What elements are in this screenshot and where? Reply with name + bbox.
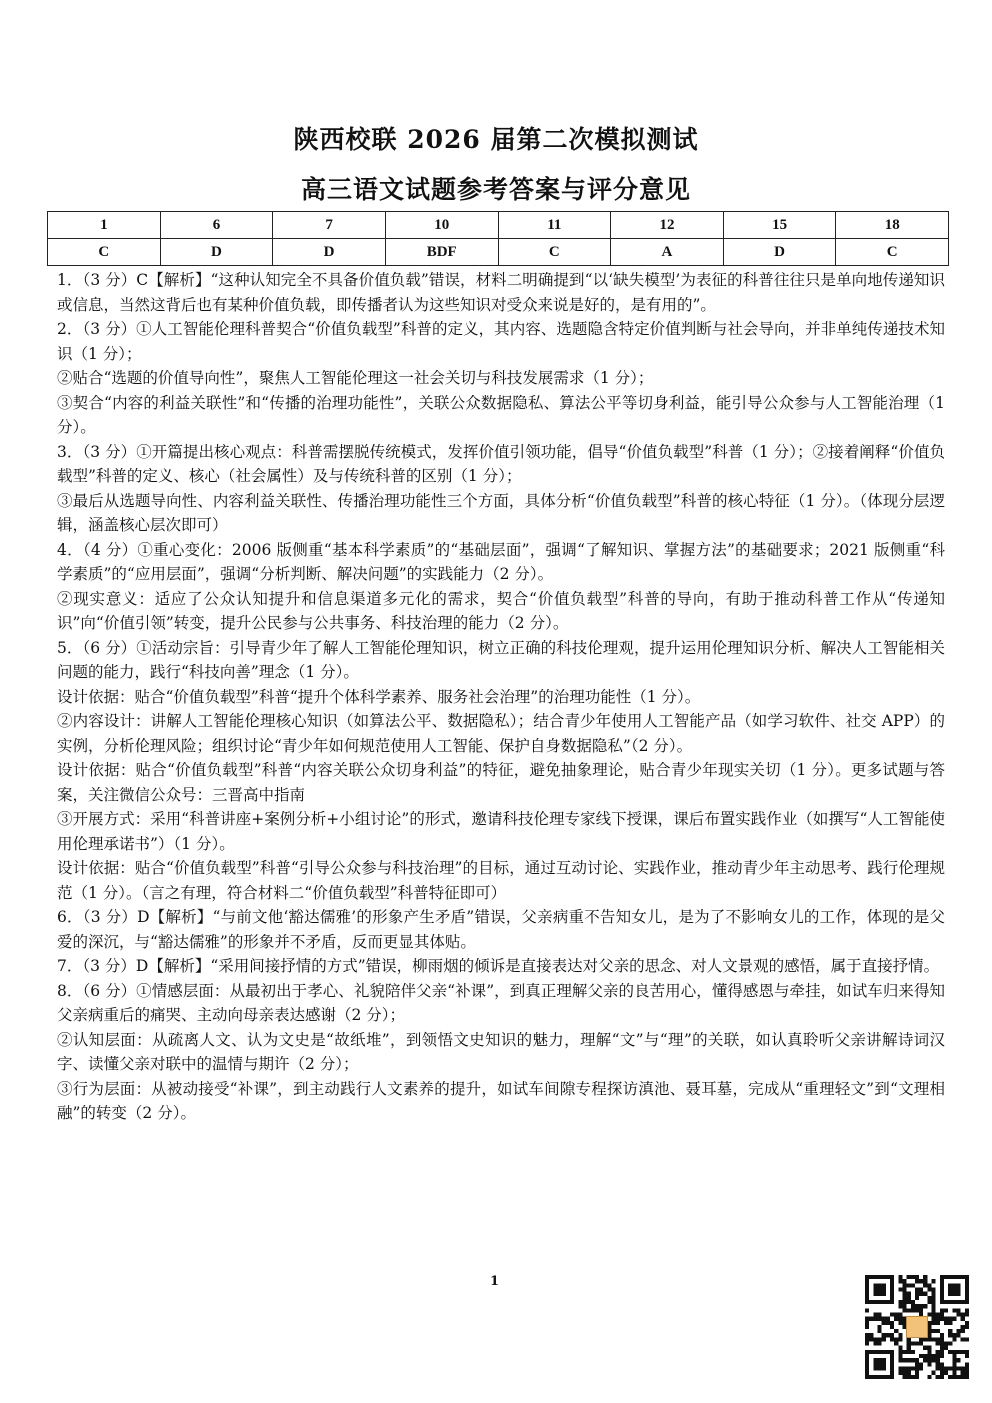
document-subtitle: 高三语文试题参考答案与评分意见 (300, 175, 691, 204)
question-number: 6 (160, 212, 273, 239)
explanation-paragraph: 8．（6 分）①情感层面：从最初出于孝心、礼貌陪伴父亲“补课”，到真正理解父亲的良苦用心，懂得感恩与牵挂，如试车归来得知父亲病重后的痛哭、主动向母亲表达感谢（2 分）； (57, 981, 945, 1024)
explanation-paragraph: ②内容设计：讲解人工智能伦理核心知识（如算法公平、数据隐私）；结合青少年使用人工智能产品（如学习软件、社交 APP）的实例，分析伦理风险；组织讨论“青少年如何规范使用人工智能、保护自身数据隐私”（2 分）。 (57, 712, 945, 755)
explanation-paragraph: 4．（4 分）①重心变化：2006 版侧重“基本科学素质”的“基础层面”，强调“了解知识、掌握方法”的基础要求；2021 版侧重“科学素质”的“应用层面”，强调“分析判断、解决问题”的实践能力（2 分）。 (57, 540, 945, 583)
answer-value: A (611, 239, 724, 266)
answer-value: D (273, 239, 386, 266)
question-number: 1 (48, 212, 161, 239)
answer-value: C (836, 239, 949, 266)
explanation-paragraph: ③契合“内容的利益关联性”和“传播的治理功能性”，关联公众数据隐私、算法公平等切身利益，能引导公众参与人工智能治理（1 分）。 (57, 393, 945, 436)
explanation-paragraph: 3．（3 分）①开篇提出核心观点：科普需摆脱传统模式，发挥价值引领功能，倡导“价值负载型”科普（1 分）；②接着阐释“价值负载型”科普的定义、核心（社会属性）及与传统科普的区别（1 分）； (57, 442, 945, 485)
question-number: 7 (273, 212, 386, 239)
qr-code-icon (865, 1275, 969, 1379)
answer-value: D (723, 239, 836, 266)
answer-table-question-row (48, 212, 949, 239)
answer-value: C (498, 239, 611, 266)
explanation-paragraph: ③开展方式：采用“科普讲座+案例分析+小组讨论”的形式，邀请科技伦理专家线下授课，课后布置实践作业（如撰写“人工智能使用伦理承诺书”）（1 分）。 (57, 810, 945, 853)
question-number: 10 (385, 212, 498, 239)
answer-value: D (160, 239, 273, 266)
explanation-paragraph: 6．（3 分）D【解析】“与前文他‘豁达儒雅’的形象产生矛盾”错误，父亲病重不告知女儿，是为了不影响女儿的工作，体现的是父爱的深沉，与“豁达儒雅”的形象并不矛盾，反而更显其体贴。 (57, 908, 945, 951)
explanation-paragraph: ②认知层面：从疏离人文、认为文史是“故纸堆”，到领悟文史知识的魅力，理解“文”与“理”的关联，如认真聆听父亲讲解诗词汉字、读懂父亲对联中的温情与期许（2 分）； (57, 1030, 945, 1073)
question-number: 11 (498, 212, 611, 239)
explanation-paragraph: 2．（3 分）①人工智能伦理科普契合“价值负载型”科普的定义，其内容、选题隐含特定价值判断与社会导向，并非单纯传递技术知识（1 分）； (57, 320, 945, 363)
explanation-paragraph: 1．（3 分）C【解析】“这种认知完全不具备价值负载”错误，材料二明确提到“以‘缺失模型’为表征的科普往往只是单向地传递知识或信息，当然这背后也有某种价值负载，即传播者认为这些知识对受众来说是好的，是有用的”。 (57, 271, 945, 314)
answer-table-answer-row (48, 239, 949, 266)
answer-value: BDF (385, 239, 498, 266)
explanation-paragraph: 设计依据：贴合“价值负载型”科普“内容关联公众切身利益”的特征，避免抽象理论，贴合青少年现实关切（1 分）。更多试题与答案，关注微信公众号：三晋高中指南 (57, 761, 945, 804)
answer-table (47, 211, 949, 266)
explanation-paragraph: ②贴合“选题的价值导向性”，聚焦人工智能伦理这一社会关切与科技发展需求（1 分）； (57, 369, 654, 387)
explanation-paragraph: ②现实意义：适应了公众认知提升和信息渠道多元化的需求，契合“价值负载型”科普的导向，有助于推动科普工作从“传递知识”向“价值引领”转变，提升公民参与公共事务、科技治理的能力（2 分）。 (57, 589, 945, 632)
answer-explanations (57, 268, 945, 1126)
document-title: 陕西校联 2026 届第二次模拟测试 (293, 125, 699, 154)
question-number: 15 (723, 212, 836, 239)
explanation-paragraph: 设计依据：贴合“价值负载型”科普“引导公众参与科技治理”的目标，通过互动讨论、实践作业，推动青少年主动思考、践行伦理规范（1 分）。（言之有理，符合材料二“价值负载型”科普特征即可） (57, 859, 945, 902)
explanation-paragraph: 7．（3 分）D【解析】“采用间接抒情的方式”错误，柳雨烟的倾诉是直接表达对父亲的思念、对人文景观的感悟，属于直接抒情。 (57, 957, 940, 975)
explanation-paragraph: ③最后从选题导向性、内容利益关联性、传播治理功能性三个方面，具体分析“价值负载型”科普的核心特征（1 分）。（体现分层逻辑，涵盖核心层次即可） (57, 491, 945, 534)
question-number: 12 (611, 212, 724, 239)
explanation-paragraph: ③行为层面：从被动接受“补课”，到主动践行人文素养的提升，如试车间隙专程探访滇池、聂耳墓，完成从“重理轻文”到“文理相融”的转变（2 分）。 (57, 1079, 945, 1122)
page-number: 1 (490, 1274, 500, 1289)
answer-value: C (48, 239, 161, 266)
explanation-paragraph: 5．（6 分）①活动宗旨：引导青少年了解人工智能伦理知识，树立正确的科技伦理观，提升运用伦理知识分析、解决人工智能相关问题的能力，践行“科技向善”理念（1 分）。 (57, 638, 945, 681)
explanation-paragraph: 设计依据：贴合“价值负载型”科普“提升个体科学素养、服务社会治理”的治理功能性（1 分）。 (57, 687, 701, 706)
question-number: 18 (836, 212, 949, 239)
